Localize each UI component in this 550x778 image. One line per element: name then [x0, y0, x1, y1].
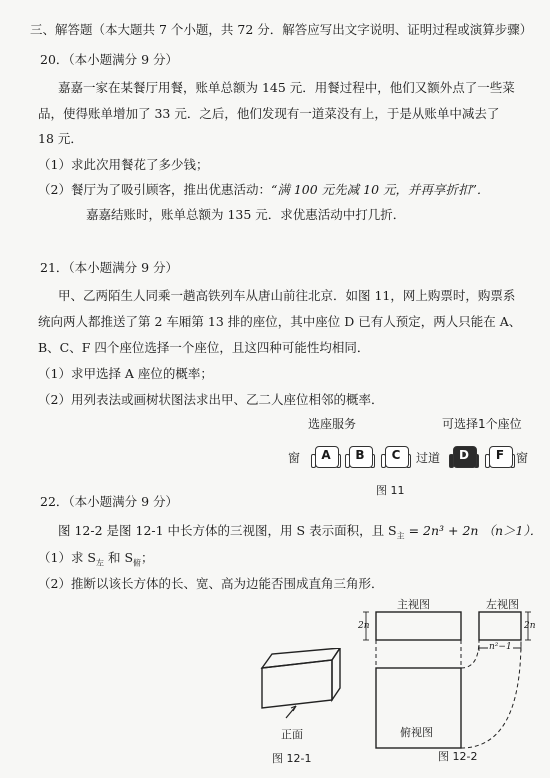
- q20-line2: 品，使得账单增加了 33 元．之后，他们发现有一道菜没有上，于是从账单中减去了: [38, 106, 500, 121]
- fig12-2-three-views: [356, 610, 536, 755]
- q21-part2: （2）用列表法或画树状图法求出甲、乙二人座位相邻的概率．: [38, 392, 384, 407]
- seat-map: [282, 446, 532, 476]
- q21-line1: 甲、乙两陌生人同乘一趟高铁列车从唐山前往北京．如图 11，网上购票时，购票系: [58, 288, 516, 303]
- side-view-label: 左视图: [486, 598, 519, 611]
- q21-part1: （1）求甲选择 A 座位的概率；: [38, 366, 213, 381]
- width-dim-label: n²−1: [489, 642, 512, 652]
- window-right-label: 窗: [516, 451, 529, 465]
- seat-b[interactable]: B: [346, 446, 376, 468]
- height-dim-right: 2n: [524, 621, 536, 631]
- fig12-2-caption: 图 12-2: [438, 750, 478, 763]
- seat-a[interactable]: A: [312, 446, 342, 468]
- q21-line2: 统向两人都推送了第 2 车厢第 13 排的座位，其中座位 D 已有人预定，两人只能在 A、: [38, 314, 522, 329]
- q21-line3: B、C、F 四个座位选择一个座位，且这四种可能性均相同．: [38, 340, 370, 355]
- front-view-label: 主视图: [397, 598, 430, 611]
- window-left-label: 窗: [288, 451, 301, 465]
- q20-part2-cont: 嘉嘉结账时，账单总额为 135 元．求优惠活动中打几折．: [86, 207, 406, 222]
- q20-line1: 嘉嘉一家在某餐厅用餐，账单总额为 145 元．用餐过程中，他们又额外点了一些菜: [58, 80, 515, 95]
- q20-part2: [38, 182, 489, 198]
- section-heading: 三、解答题（本大题共 7 个小题，共 72 分．解答应写出文字说明、证明过程或演算步骤）: [30, 22, 533, 37]
- seat-d-booked: D: [450, 446, 480, 468]
- aisle-label: 过道: [416, 451, 441, 465]
- q21-number: 21．（本小题满分 9 分）: [40, 260, 179, 275]
- top-view-label: 俯视图: [400, 726, 433, 739]
- q22-line1: 图 12-2 是图 12-1 中长方体的三视图，用 S 表示面积，且 $S_主 = 2n^3 + 2n$ （n＞1）．: [58, 523, 543, 541]
- fig11-caption: 图 11: [376, 484, 405, 497]
- fig12-1-caption: 图 12-1: [272, 752, 312, 765]
- q20-line3: 18 元．: [38, 131, 83, 146]
- seat-f[interactable]: F: [486, 446, 516, 468]
- seat-c[interactable]: C: [382, 446, 412, 468]
- q20-number: 20．（本小题满分 9 分）: [40, 52, 179, 67]
- q22-part1: （1）求 $S_左$ 和 $S_俯$；: [38, 550, 154, 568]
- q20-part1: （1）求此次用餐花了多少钱；: [38, 157, 209, 172]
- fig12-1-front-label: 正面: [281, 728, 303, 741]
- q22-number: 22．（本小题满分 9 分）: [40, 494, 179, 509]
- q22-part2: （2）推断以该长方体的长、宽、高为边能否围成直角三角形．: [38, 576, 384, 591]
- q20-part2-offer: “满 100 元先减 10 元，并再享折扣”．: [270, 182, 490, 197]
- seat-service-title: 选座服务: [308, 417, 357, 431]
- seat-available-title: 可选择1个座位: [442, 417, 522, 431]
- height-dim-left: 2n: [358, 621, 370, 631]
- fig12-1-box: [240, 648, 350, 768]
- q20-part2-lead: （2）餐厅为了吸引顾客，推出优惠活动：: [38, 182, 271, 197]
